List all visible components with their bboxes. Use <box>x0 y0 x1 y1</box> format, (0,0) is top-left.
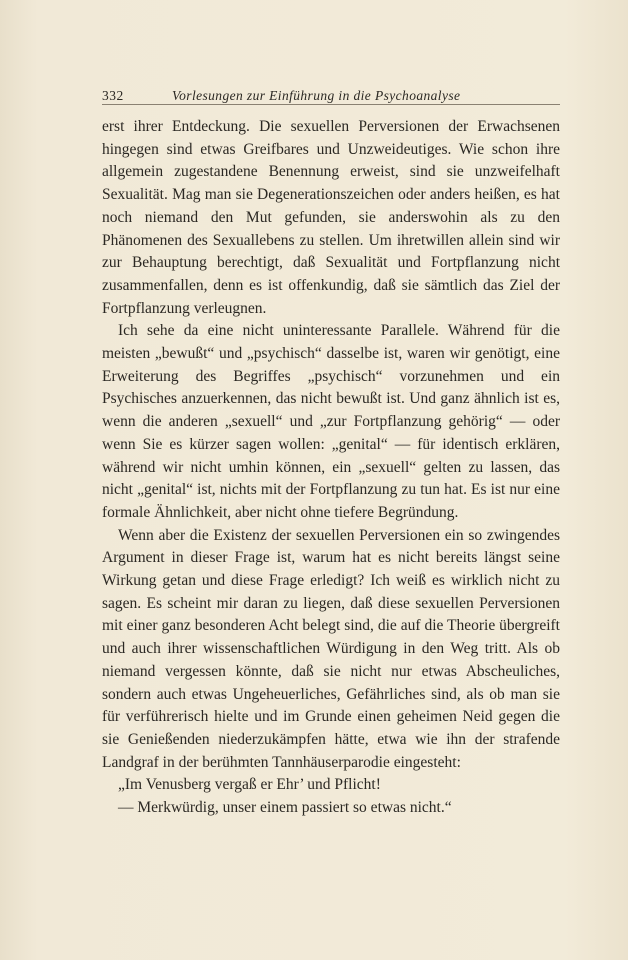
paragraph-continued: erst ihrer Entdeckung. Die sexuellen Perversionen der Erwachsenen hingegen sind etwas Greifbares und Unzweideutiges. Wie schon ihre allgemein zugestandene Benennung erweist, sind sie unzweifelhaft Sexualität. Mag man sie Degenerationszeichen oder anders heißen, es hat noch niemand den Mut gefunden, sie anderswohin als zu den Phänomenen des Sexuallebens zu stellen. Um ihretwillen allein sind wir zur Behauptung berechtigt, daß Sexualität und Fortpflanzung nicht zusammenfallen, denn es ist offenkundig, daß sie sämtlich das Ziel der Fortpflanzung verleugnen. <box>102 118 560 317</box>
page-header <box>102 80 560 105</box>
paragraph-parallel: Ich sehe da eine nicht uninteressante Parallele. Während für die meisten „bewußt“ und „psychisch“ dasselbe ist, waren wir genötigt, eine Erweiterung des Begriffes „psychisch“ vorzunehmen und ein Psychisches anzuerkennen, das nicht bewußt ist. Und ganz ähnlich ist es, wenn die anderen „sexuell“ und „zur Fortpflanzung gehörig“ — oder wenn Sie es kürzer sagen wollen: „genital“ — für identisch erklären, während wir nicht umhin können, ein „sexuell“ gelten zu lassen, das nicht „genital“ ist, nichts mit der Fortpflanzung zu tun hat. Es ist nur eine formale Ähnlichkeit, aber nicht ohne tiefere Begründung. <box>102 322 560 521</box>
verse-line-1: „Im Venusberg vergaß er Ehr’ und Pflicht! <box>118 776 381 794</box>
body-text <box>102 116 560 820</box>
verse-line-2: — Merkwürdig, unser einem passiert so etwas nicht.“ <box>118 799 452 817</box>
paragraph-perversions: Wenn aber die Existenz der sexuellen Perversionen ein so zwingendes Argument in dieser Frage ist, warum hat es nicht bereits längst seine Wirkung getan und diese Frage erledigt? Ich weiß es wirklich nicht zu sagen. Es scheint mir daran zu liegen, daß diese sexuellen Perversionen mit einer ganz besonderen Acht belegt sind, die auf die Theorie übergreift und auch ihrer wissenschaftlichen Würdigung in den Weg tritt. Als ob niemand vergessen könnte, daß sie nicht nur etwas Abscheuliches, sondern auch etwas Ungeheuerliches, Gefährliches sind, als ob man sie für verführerisch hielte und im Grunde einen geheimen Neid gegen die sie Genießenden niederzukämpfen hätte, etwa wie ihn der strafende Landgraf in der berühmten Tannhäuserparodie eingesteht: <box>102 526 560 771</box>
running-title: Vorlesungen zur Einführung in die Psychoanalyse <box>172 88 461 103</box>
page-number: 332 <box>102 88 124 103</box>
